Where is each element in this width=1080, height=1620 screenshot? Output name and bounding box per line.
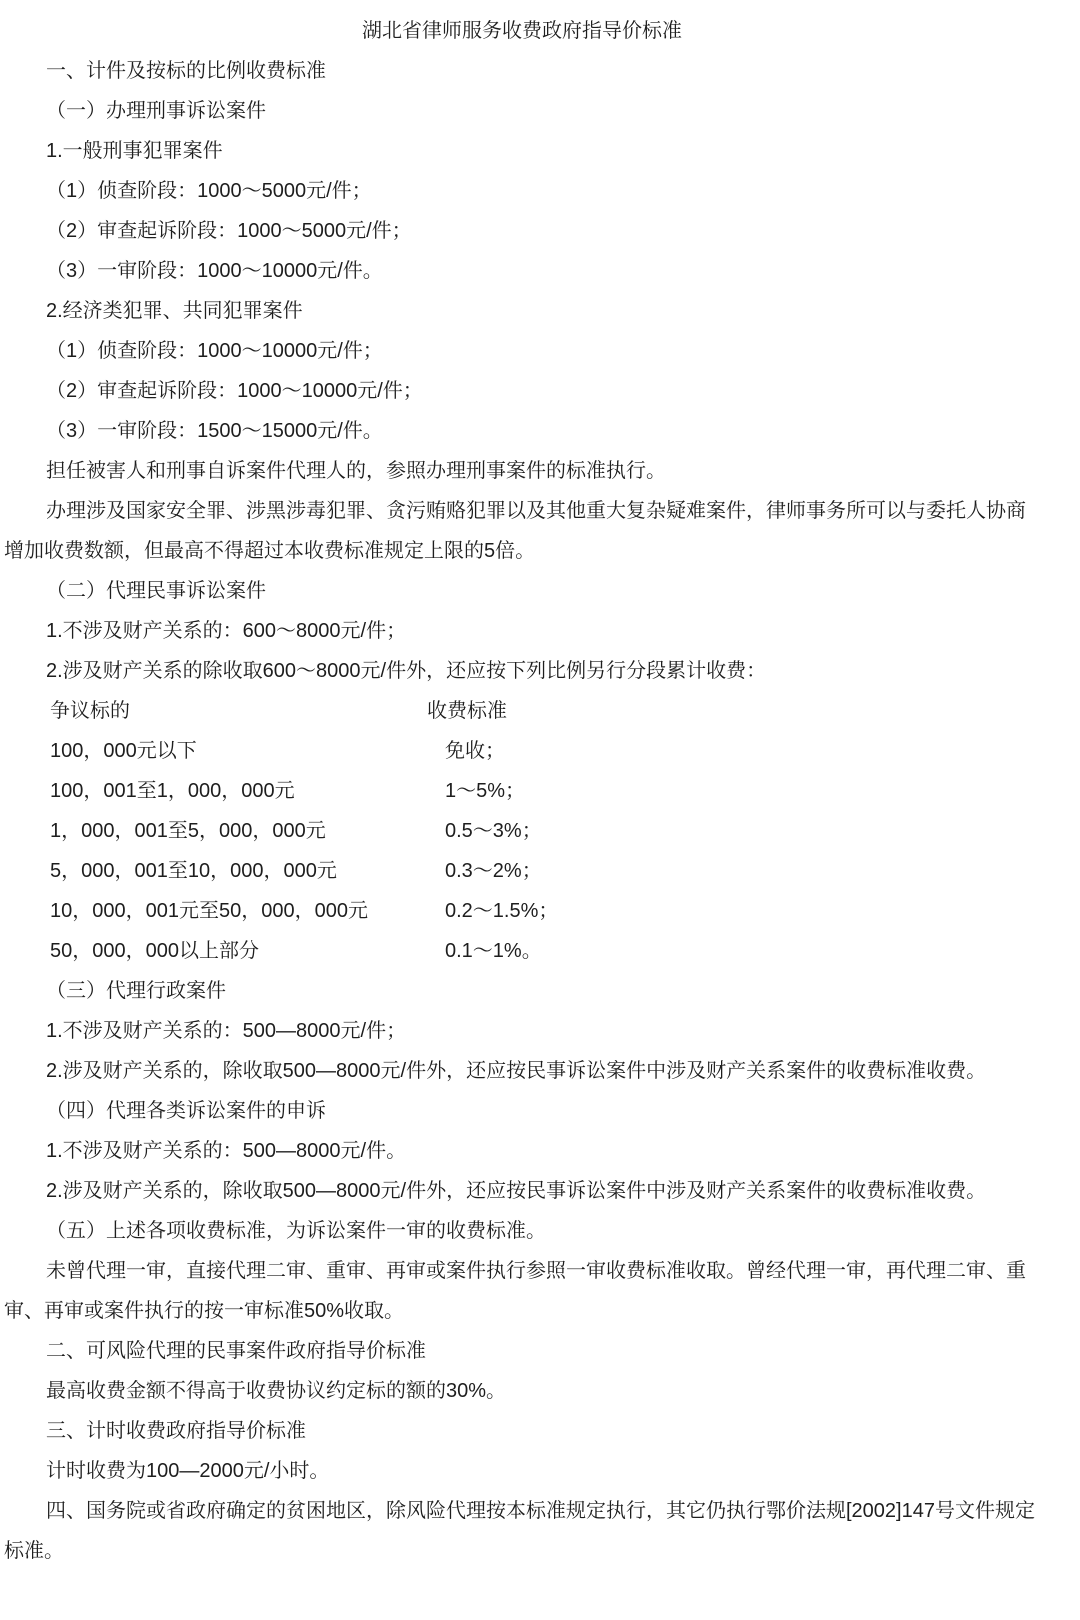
note-line: 未曾代理一审，直接代理二审、重审、再审或案件执行参照一审收费标准收取。曾经代理一审，再代理二审、重审、再审或案件执行的按一审标准50%收取。	[4, 1260, 1026, 1322]
item-economic-crime-heading: 2.经济类犯罪、共同犯罪案件	[46, 300, 303, 322]
note-line: 计时收费为100—2000元/小时。	[46, 1460, 330, 1482]
fee-line: （3）一审阶段：1500～15000元/件。	[46, 420, 383, 442]
fee-line: 1.不涉及财产关系的：600～8000元/件；	[46, 620, 407, 642]
subsection-1-1-heading: （一）办理刑事诉讼案件	[46, 100, 266, 122]
fee-rate: 免收；	[445, 740, 505, 762]
section-3-heading: 三、计时收费政府指导价标准	[46, 1420, 306, 1442]
note-line: 办理涉及国家安全罪、涉黑涉毒犯罪、贪污贿赂犯罪以及其他重大复杂疑难案件，律师事务所可以与委托人协商增加收费数额，但最高不得超过本收费标准规定上限的5倍。	[4, 500, 1026, 562]
dispute-range: 1，000，001至5，000，000元	[50, 820, 326, 842]
fee-line: 2.涉及财产关系的，除收取500—8000元/件外，还应按民事诉讼案件中涉及财产关系案件的收费标准收费。	[46, 1060, 987, 1082]
fee-table-row	[4, 891, 1040, 931]
section-4-paragraph: 四、国务院或省政府确定的贫困地区，除风险代理按本标准规定执行，其它仍执行鄂价法规[2002]147号文件规定标准。	[4, 1500, 1035, 1562]
fee-line: （1）侦查阶段：1000～5000元/件；	[46, 180, 372, 202]
fee-table-row	[4, 811, 1040, 851]
fee-table-row	[4, 931, 1040, 971]
fee-line: 2.涉及财产关系的，除收取500—8000元/件外，还应按民事诉讼案件中涉及财产关系案件的收费标准收费。	[46, 1180, 987, 1202]
note-line: 最高收费金额不得高于收费协议约定标的额的30%。	[46, 1380, 507, 1402]
fee-rate: 1～5%；	[445, 780, 526, 802]
fee-table-header-disputed-amount: 争议标的	[50, 700, 130, 722]
fee-line: 1.不涉及财产关系的：500—8000元/件；	[46, 1020, 407, 1042]
dispute-range: 100，001至1，000，000元	[50, 780, 295, 802]
dispute-range: 50，000，000以上部分	[50, 940, 259, 962]
fee-table-header-fee-standard: 收费标准	[427, 700, 507, 722]
note-line: 担任被害人和刑事自诉案件代理人的，参照办理刑事案件的标准执行。	[46, 460, 666, 482]
dispute-range: 5，000，001至10，000，000元	[50, 860, 337, 882]
fee-rate: 0.1～1%。	[445, 940, 542, 962]
fee-table-header	[4, 691, 1040, 731]
dispute-range: 100，000元以下	[50, 740, 197, 762]
fee-rate: 0.5～3%；	[445, 820, 542, 842]
fee-table-row	[4, 731, 1040, 771]
fee-line: 1.不涉及财产关系的：500—8000元/件。	[46, 1140, 407, 1162]
item-general-criminal-heading: 1.一般刑事犯罪案件	[46, 140, 223, 162]
section-2-heading: 二、可风险代理的民事案件政府指导价标准	[46, 1340, 426, 1362]
subsection-1-2-heading: （二）代理民事诉讼案件	[46, 580, 266, 602]
fee-rate: 0.3～2%；	[445, 860, 542, 882]
fee-line: （2）审查起诉阶段：1000～10000元/件；	[46, 380, 423, 402]
dispute-range: 10，000，001元至50，000，000元	[50, 900, 368, 922]
fee-table-row	[4, 851, 1040, 891]
subsection-1-4-heading: （四）代理各类诉讼案件的申诉	[46, 1100, 326, 1122]
fee-line: 2.涉及财产关系的除收取600～8000元/件外，还应按下列比例另行分段累计收费：	[46, 660, 767, 682]
fee-line: （3）一审阶段：1000～10000元/件。	[46, 260, 383, 282]
subsection-1-3-heading: （三）代理行政案件	[46, 980, 226, 1002]
subsection-1-5-note: （五）上述各项收费标准，为诉讼案件一审的收费标准。	[46, 1220, 546, 1242]
section-1-heading: 一、计件及按标的比例收费标准	[46, 60, 326, 82]
fee-line: （1）侦查阶段：1000～10000元/件；	[46, 340, 383, 362]
fee-rate: 0.2～1.5%；	[445, 900, 559, 922]
fee-table-row	[4, 771, 1040, 811]
fee-line: （2）审查起诉阶段：1000～5000元/件；	[46, 220, 412, 242]
document-title: 湖北省律师服务收费政府指导价标准	[362, 20, 682, 42]
